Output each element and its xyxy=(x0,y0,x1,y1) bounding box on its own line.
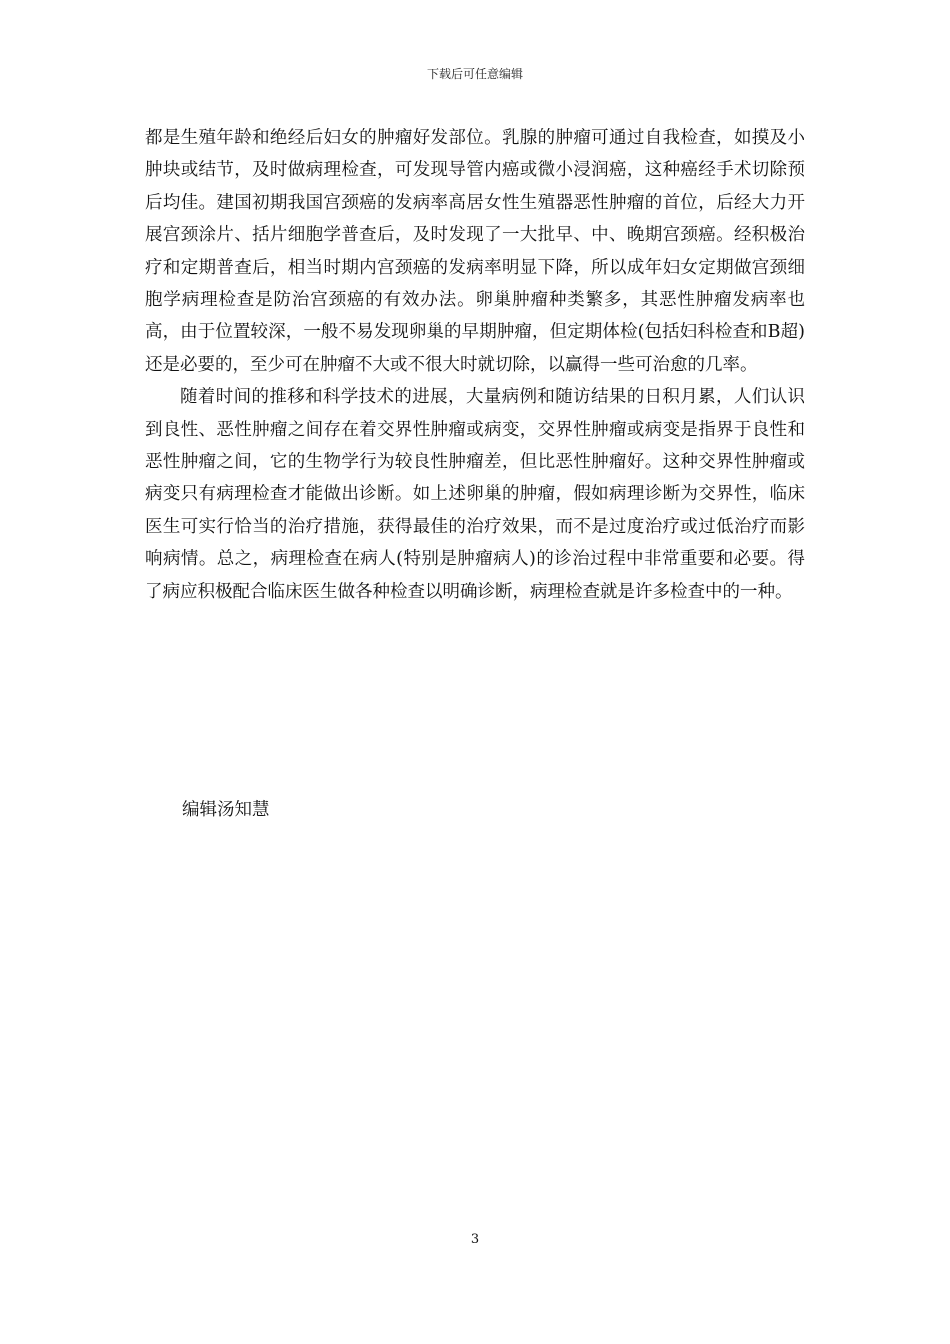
paragraph-1: 都是生殖年龄和绝经后妇女的肿瘤好发部位。乳腺的肿瘤可通过自我检查，如摸及小肿块或结节，及时做病理检查，可发现导管内癌或微小浸润癌，这种癌经手术切除预后均佳。建国初期我国宫颈癌的发病率高居女性生殖器恶性肿瘤的首位，后经大力开展宫颈涂片、括片细胞学普查后，及时发现了一大批早、中、晚期宫颈癌。经积极治疗和定期普查后，相当时期内宫颈癌的发病率明显下降，所以成年妇女定期做宫颈细胞学病理检查是防治宫颈癌的有效办法。卵巢肿瘤种类繁多，其恶性肿瘤发病率也高，由于位置较深，一般不易发现卵巢的早期肿瘤，但定期体检(包括妇科检查和B超)还是必要的，至少可在肿瘤不大或不很大时就切除，以赢得一些可治愈的几率。 xyxy=(145,128,805,375)
paragraph-2: 随着时间的推移和科学技术的进展，大量病例和随访结果的日积月累，人们认识到良性、恶性肿瘤之间存在着交界性肿瘤或病变，交界性肿瘤或病变是指界于良性和恶性肿瘤之间，它的生物学行为较良性肿瘤差，但比恶性肿瘤好。这种交界性肿瘤或病变只有病理检查才能做出诊断。如上述卵巢的肿瘤，假如病理诊断为交界性，临床医生可实行恰当的治疗措施，获得最佳的治疗效果，而不是过度治疗或过低治疗而影响病情。总之，病理检查在病人(特别是肿瘤病人)的诊治过程中非常重要和必要。得了病应积极配合临床医生做各种检查以明确诊断，病理检查就是许多检查中的一种。 xyxy=(145,387,805,602)
editor-signature: 编辑汤知慧 xyxy=(182,800,270,820)
page-number: 3 xyxy=(470,1232,480,1247)
body-text xyxy=(145,122,805,608)
page-header: 下载后可任意编辑 xyxy=(426,67,523,81)
